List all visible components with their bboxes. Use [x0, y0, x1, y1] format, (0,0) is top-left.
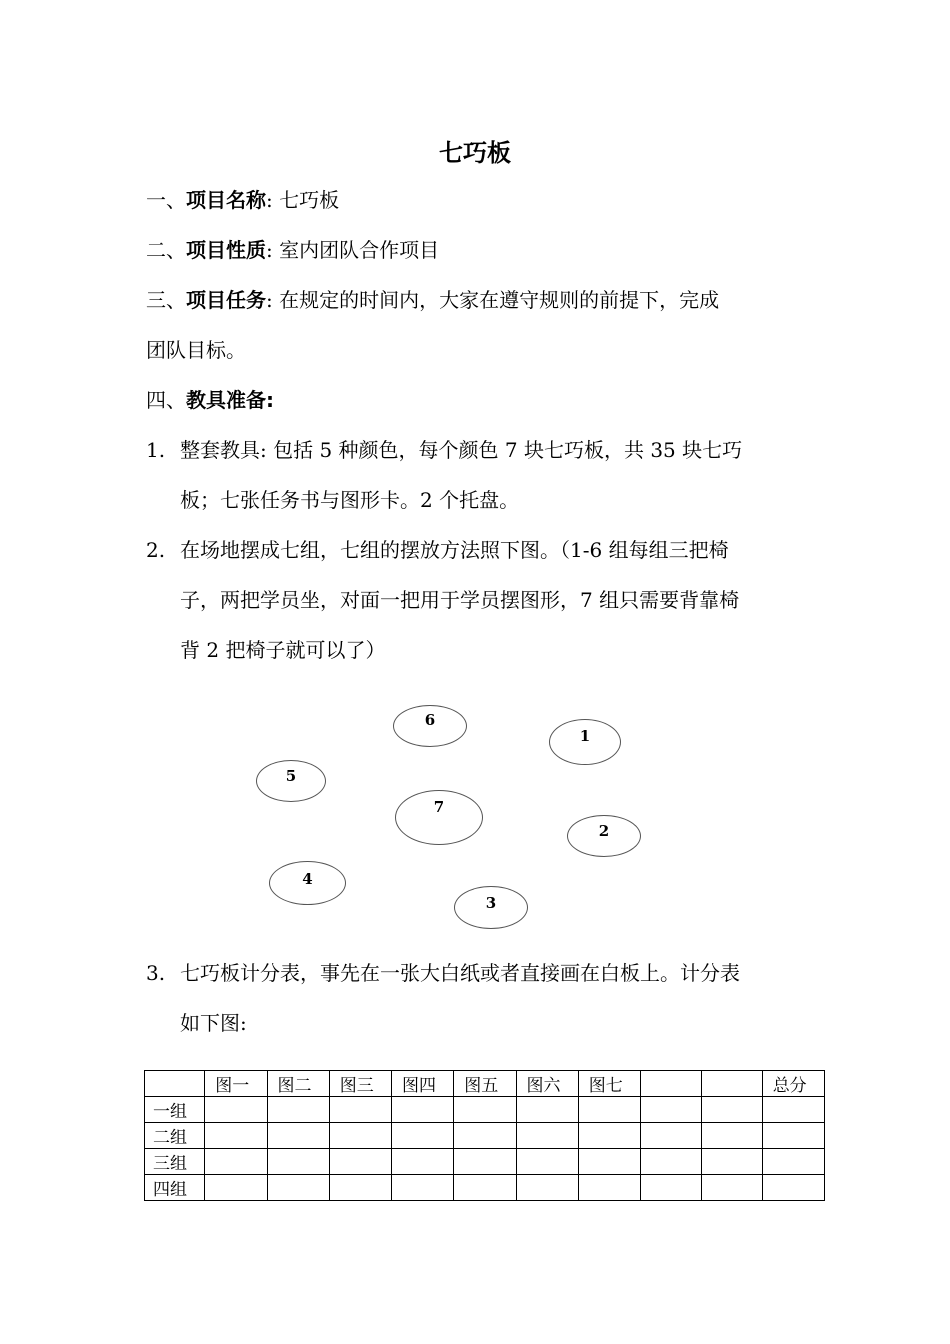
- score-cell: [578, 1175, 640, 1201]
- table-row: [145, 1149, 825, 1175]
- section-project-nature: 二、项目性质: 室内团队合作项目: [146, 238, 440, 262]
- score-cell: [392, 1175, 454, 1201]
- section-text: 室内团队合作项目: [279, 238, 440, 262]
- score-cell: [516, 1149, 578, 1175]
- item-text: 七巧板计分表，事先在一张大白纸或者直接画在白板上。计分表: [180, 961, 740, 985]
- score-cell: [329, 1097, 391, 1123]
- section-heading: 教具准备:: [186, 388, 274, 412]
- section-equipment: [146, 385, 274, 415]
- score-cell: [329, 1149, 391, 1175]
- score-cell: [578, 1149, 640, 1175]
- score-cell: [205, 1097, 267, 1123]
- score-cell: [205, 1123, 267, 1149]
- table-header-cell: 图六: [516, 1071, 578, 1097]
- score-cell: [454, 1123, 516, 1149]
- score-cell: [267, 1175, 329, 1201]
- score-table: [144, 1070, 825, 1201]
- item-text: 在场地摆成七组，七组的摆放方法照下图。（1-6 组每组三把椅: [180, 538, 729, 562]
- group-circle-1: 1: [549, 719, 621, 765]
- section-heading: 项目名称: [186, 188, 266, 212]
- list-item-1: [146, 435, 742, 465]
- score-cell: [641, 1123, 702, 1149]
- item-number: 2.: [146, 538, 166, 562]
- table-header-cell: 图二: [267, 1071, 329, 1097]
- row-label: 三组: [145, 1149, 205, 1175]
- row-label: 二组: [145, 1123, 205, 1149]
- section-heading: 项目性质: [186, 238, 266, 262]
- section-label: 四、: [146, 388, 186, 412]
- group-circle-3: 3: [454, 886, 528, 929]
- section-project-task-cont: 团队目标。: [146, 338, 246, 362]
- score-cell: [641, 1097, 702, 1123]
- group-circle-7: 7: [395, 790, 483, 845]
- section-label: 一、: [146, 188, 186, 212]
- table-header-cell: 图七: [578, 1071, 640, 1097]
- table-header-cell: 图五: [454, 1071, 516, 1097]
- score-cell: [762, 1123, 824, 1149]
- score-cell: [454, 1175, 516, 1201]
- row-label: 四组: [145, 1175, 205, 1201]
- table-row: [145, 1097, 825, 1123]
- table-header-row: [145, 1071, 825, 1097]
- item-2-cont-2: 背 2 把椅子就可以了）: [180, 638, 386, 662]
- score-cell: [641, 1149, 702, 1175]
- table-header-cell: [145, 1071, 205, 1097]
- item-number: 1.: [146, 438, 166, 462]
- score-cell: [762, 1175, 824, 1201]
- score-cell: [392, 1149, 454, 1175]
- item-number: 3.: [146, 961, 166, 985]
- section-text: 七巧板: [279, 188, 340, 212]
- score-cell: [701, 1175, 762, 1201]
- score-cell: [267, 1123, 329, 1149]
- score-cell: [762, 1149, 824, 1175]
- section-label: 二、: [146, 238, 186, 262]
- list-item-3: [146, 958, 740, 988]
- group-circle-4: 4: [269, 861, 346, 905]
- score-cell: [267, 1097, 329, 1123]
- section-label: 三、: [146, 288, 186, 312]
- section-project-name: 一、项目名称: 七巧板: [146, 188, 340, 212]
- table-row: [145, 1175, 825, 1201]
- score-cell: [701, 1149, 762, 1175]
- score-cell: [267, 1149, 329, 1175]
- table-header-cell: 图一: [205, 1071, 267, 1097]
- page-title: 七巧板: [439, 139, 511, 167]
- item-3-cont: 如下图:: [180, 1011, 247, 1035]
- item-2-cont: 子，两把学员坐，对面一把用于学员摆图形，7 组只需要背靠椅: [180, 588, 740, 612]
- score-cell: [392, 1097, 454, 1123]
- score-cell: [392, 1123, 454, 1149]
- score-cell: [701, 1123, 762, 1149]
- score-cell: [701, 1097, 762, 1123]
- section-text: 在规定的时间内，大家在遵守规则的前提下，完成: [279, 288, 720, 312]
- table-header-cell: 图四: [392, 1071, 454, 1097]
- section-heading: 项目任务: [186, 288, 266, 312]
- score-cell: [641, 1175, 702, 1201]
- list-item-2: [146, 535, 729, 565]
- score-cell: [516, 1123, 578, 1149]
- score-cell: [205, 1149, 267, 1175]
- score-cell: [578, 1123, 640, 1149]
- score-cell: [329, 1175, 391, 1201]
- score-cell: [454, 1097, 516, 1123]
- section-project-task: 三、项目任务: 在规定的时间内，大家在遵守规则的前提下，完成: [146, 288, 720, 312]
- score-cell: [578, 1097, 640, 1123]
- score-cell: [205, 1175, 267, 1201]
- table-header-cell: [641, 1071, 702, 1097]
- group-circle-6: 6: [393, 705, 467, 747]
- table-header-cell: 图三: [329, 1071, 391, 1097]
- item-1-cont: 板；七张任务书与图形卡。2 个托盘。: [180, 488, 520, 512]
- score-cell: [516, 1097, 578, 1123]
- table-header-cell: [701, 1071, 762, 1097]
- table-header-cell: 总分: [762, 1071, 824, 1097]
- group-circle-2: 2: [567, 815, 641, 857]
- score-cell: [329, 1123, 391, 1149]
- item-text: 整套教具: 包括 5 种颜色，每个颜色 7 块七巧板，共 35 块七巧: [180, 438, 743, 462]
- row-label: 一组: [145, 1097, 205, 1123]
- score-cell: [454, 1149, 516, 1175]
- score-cell: [762, 1097, 824, 1123]
- score-cell: [516, 1175, 578, 1201]
- group-circle-5: 5: [256, 760, 326, 802]
- table-row: [145, 1123, 825, 1149]
